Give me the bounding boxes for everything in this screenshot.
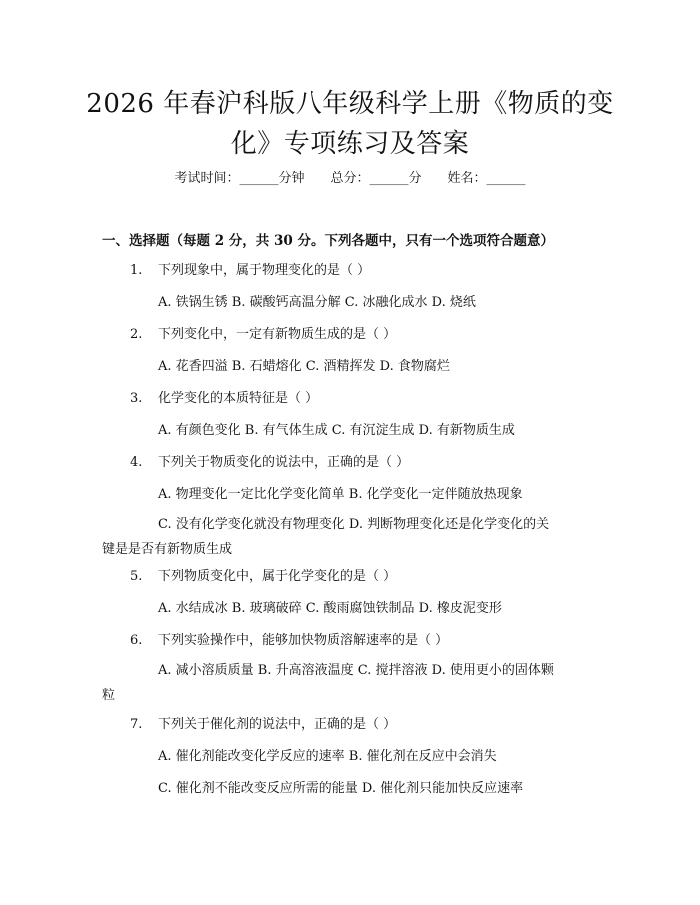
question-options: A. 催化剂能改变化学反应的速率 B. 催化剂在反应中会消失 [158, 749, 497, 764]
question-text: 下列变化中，一定有新物质生成的是（ ） [158, 327, 397, 342]
question-stem [130, 390, 318, 408]
question-options-wrapped: A. 减小溶质质量 B. 升高溶液温度 C. 搅拌溶液 D. 使用更小的固体颗粒 [102, 663, 554, 703]
question-text: 化学变化的本质特征是（ ） [158, 391, 319, 406]
exam-time-label: 考试时间：______分钟 [174, 171, 305, 186]
question-options: A. 花香四溢 B. 石蜡熔化 C. 酒精挥发 D. 食物腐烂 [158, 359, 450, 374]
question-number: 1. [130, 263, 143, 278]
question-stem [130, 454, 409, 472]
total-score-label: 总分：______分 [330, 171, 422, 186]
question-number: 7. [130, 717, 143, 732]
question-stem [130, 326, 396, 344]
question-stem [130, 632, 448, 650]
document-title [60, 84, 640, 164]
question-options: A. 水结成冰 B. 玻璃破碎 C. 酸雨腐蚀铁制品 D. 橡皮泥变形 [158, 601, 502, 616]
exam-info-line [0, 170, 700, 188]
question-options: A. 物理变化一定比化学变化简单 B. 化学变化一定伴随放热现象 [158, 487, 523, 502]
question-stem [130, 568, 396, 586]
question-text: 下列实验操作中，能够加快物质溶解速率的是（ ） [158, 633, 449, 648]
question-number: 6. [130, 633, 143, 648]
question-stem [130, 262, 370, 280]
title-line-2: 化》专项练习及答案 [230, 129, 470, 159]
question-number: 5. [130, 569, 143, 584]
question-options: A. 铁锅生锈 B. 碳酸钙高温分解 C. 冰融化成水 D. 烧纸 [158, 295, 476, 310]
question-options-wrapped: C. 没有化学变化就没有物理变化 D. 判断物理变化还是化学变化的关键是是否有新物质生成 [102, 517, 550, 557]
question-number: 2. [130, 327, 143, 342]
section-heading: 一、选择题（每题 2 分，共 30 分。下列各题中，只有一个选项符合题意） [102, 233, 554, 249]
title-line-1: 2026 年春沪科版八年级科学上册《物质的变 [86, 89, 614, 119]
question-number: 4. [130, 455, 143, 470]
question-text: 下列物质变化中，属于化学变化的是（ ） [158, 569, 397, 584]
question-options: C. 催化剂不能改变反应所需的能量 D. 催化剂只能加快反应速率 [158, 781, 524, 796]
name-label: 姓名：______ [447, 171, 526, 186]
question-text: 下列现象中，属于物理变化的是（ ） [158, 263, 371, 278]
question-number: 3. [130, 391, 143, 406]
question-stem [130, 716, 396, 734]
question-text: 下列关于物质变化的说法中，正确的是（ ） [158, 455, 410, 470]
question-text: 下列关于催化剂的说法中，正确的是（ ） [158, 717, 397, 732]
question-options: A. 有颜色变化 B. 有气体生成 C. 有沉淀生成 D. 有新物质生成 [158, 423, 515, 438]
